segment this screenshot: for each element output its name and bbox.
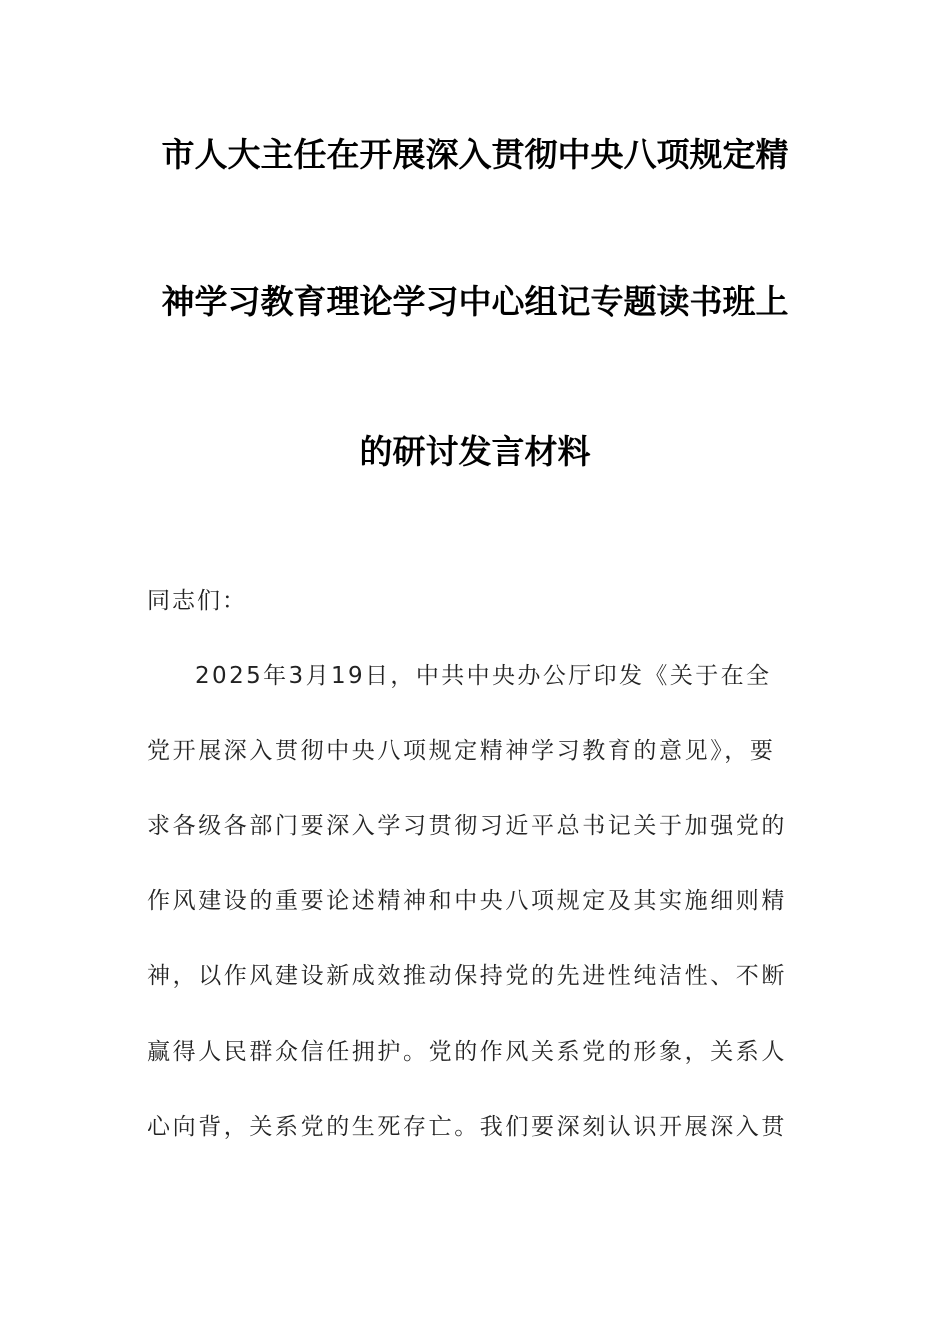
- title-line-1: 市人大主任在开展深入贯彻中央八项规定精: [161, 135, 789, 174]
- title-line-3: 的研讨发言材料: [359, 432, 591, 471]
- salutation: 同志们：: [147, 588, 247, 614]
- body-line-1: 2025年3月19日，中共中央办公厅印发《关于在全: [195, 663, 772, 689]
- body-line-5: 神，以作风建设新成效推动保持党的先进性纯洁性、不断: [147, 963, 787, 989]
- title-line-2: 神学习教育理论学习中心组记专题读书班上: [161, 282, 789, 321]
- body-line-2: 党开展深入贯彻中央八项规定精神学习教育的意见》，要: [147, 738, 776, 764]
- body-line-7: 心向背，关系党的生死存亡。我们要深刻认识开展深入贯: [147, 1114, 787, 1140]
- body-line-3: 求各级各部门要深入学习贯彻习近平总书记关于加强党的: [147, 813, 787, 839]
- body-line-6: 赢得人民群众信任拥护。党的作风关系党的形象，关系人: [147, 1039, 787, 1065]
- body-line-4: 作风建设的重要论述精神和中央八项规定及其实施细则精: [147, 888, 787, 914]
